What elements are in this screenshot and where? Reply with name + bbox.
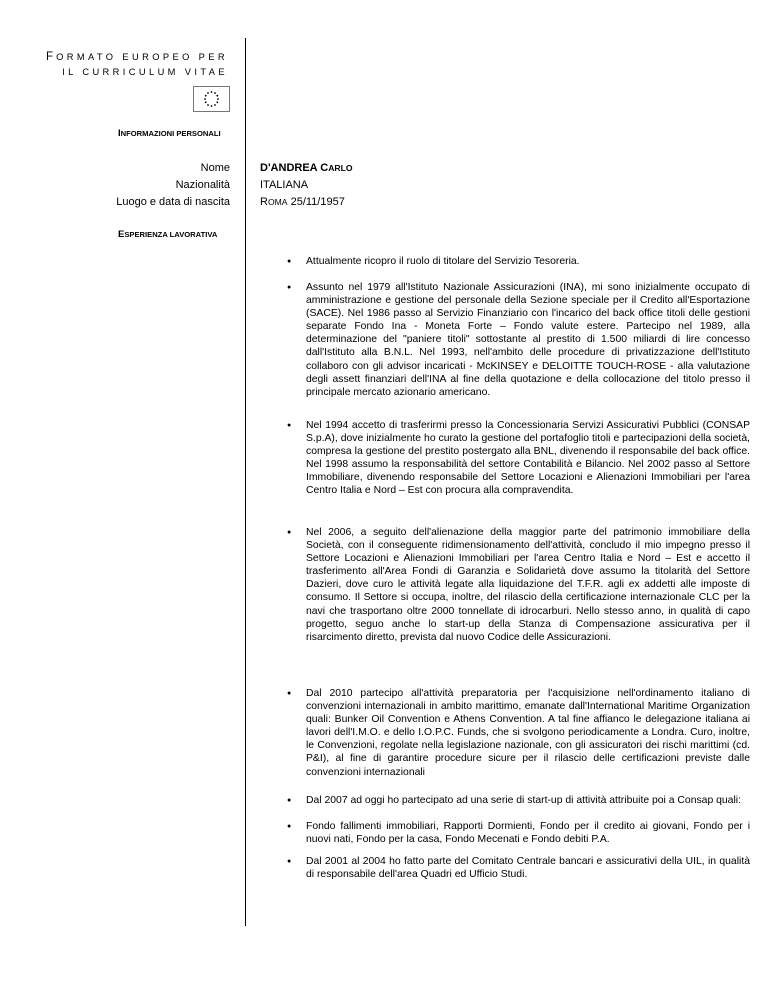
bullet-icon: ● — [287, 422, 292, 429]
eu-stars-icon — [194, 87, 229, 111]
section-experience-text: SPERIENZA LAVORATIVA — [124, 230, 218, 239]
bullet-icon: ● — [287, 823, 292, 830]
bullet-icon: ● — [287, 284, 292, 291]
header-line-1-text: ORMATO EUROPEO PER — [56, 52, 228, 62]
section-personal-initial: I — [118, 128, 121, 139]
value-birth — [260, 196, 345, 208]
section-experience — [118, 229, 217, 240]
experience-item: Nel 2006, a seguito dell'alienazione della maggior parte del patrimonio immobiliare della Società, con il conseguente ridimensionamento dell'attività, concludo il mio impegno presso il Settore Locazioni e Alienazioni Immobiliari per l'area Centro Italia e Nord – Est e accetto il trasferimento all'Area Fondi di Garanzia e Solidarietà dove assumo la titolarità del Settore Dazieri, dove curo le attività legate alla liquidazione del T.F.R. agli ex addetti alle imposte di consumo. Il Settore si occupa, inoltre, del rilascio della certificazione internazionale CLC per la navi che trasportano oltre 2000 tonnellate di idrocarburi. Nello stesso anno, in qualità di capo progetto, seguo anche lo start-up della Stanza di Compensazione assicurativa per il risarcimento diretto, prevista dal nuovo Codice delle Assicurazioni. — [306, 527, 750, 643]
section-experience-initial: E — [118, 229, 125, 240]
value-name-surname: D'ANDREA — [260, 162, 321, 174]
label-nationality: Nazionalità — [175, 179, 230, 191]
experience-item: Dal 2010 partecipo all'attività preparatoria per l'acquisizione nell'ordinamento italiano di convenzioni internazionali in ambito marittimo, emanate dall'International Maritime Organization quali: Bunker Oil Convention e Athens Convention. A tal fine affianco le delegazione italiana ai lavori dell'I.M.O. e dello I.O.P.C. Funds, che si svolgono periodicamente a Londra. Curo, inoltre, le Convenzioni, regolate nella legislazione nazionale, con gli assicuratori dei rischi marittimi (cd. P&I), al fine di garantire procedure sicure per il rilascio delle certificazioni previste dalle convenzioni internazionali — [306, 688, 750, 778]
column-divider — [245, 38, 246, 926]
bullet-icon: ● — [287, 258, 292, 265]
bullet-icon: ● — [287, 797, 292, 804]
section-personal-info — [118, 128, 221, 139]
experience-item: Dal 2001 al 2004 ho fatto parte del Comitato Centrale bancari e assicurativi della UIL, in qualità di responsabile dell'area Quadri ed Ufficio Studi. — [306, 856, 750, 881]
experience-item: Assunto nel 1979 all'Istituto Nazionale Assicurazioni (INA), mi sono inizialmente occupato di amministrazione e gestione del personale della Sezione speciale per il Credito all'Esportazione (SACE). Nel 1986 passo al Servizio Finanziario con l'incarico del back office titoli delle gestioni separate Fondo Ina - Moneta Forte – Fondo valute estere. Partecipo nel 1989, alla determinazione del "paniere titoli" sottostante al prestito di 1.500 miliardi di lire concesso dall'Istituto alla B.N.L. Nel 1993, nell'ambito delle procedure di privatizzazione dell'Istituto collaboro con gli advisor incaricati - McKINSEY e DELOITTE TOUCH-ROSE - alla valutazione degli assett finanziari dell'INA al fine della quotazione e della collocazione del titolo presso il principale mercato azionario americano. — [306, 282, 750, 398]
value-name-rest: ARLO — [328, 163, 353, 173]
value-nationality: ITALIANA — [260, 179, 309, 191]
value-name — [260, 162, 353, 174]
label-name: Nome — [200, 162, 230, 174]
value-birth-initial: R — [260, 196, 268, 208]
value-birth-date: 25/11/1957 — [287, 196, 345, 208]
header-line-1 — [0, 51, 228, 63]
header-line-1-initial: F — [46, 51, 57, 63]
header-line-2: IL CURRICULUM VITAE — [62, 67, 228, 77]
section-personal-text: NFORMAZIONI PERSONALI — [120, 129, 221, 138]
experience-item: Nel 1994 accetto di trasferirmi presso la Concessionaria Servizi Assicurativi Pubblici (CONSAP S.p.A), dove inizialmente ho curato la gestione del portafoglio titoli e partecipazioni della società, compresa la gestione del prestito postergato alla BNL, divenendo il responsabile del back office. Nel 1998 assumo la responsabilità del settore Contabilità e Bilancio. Nel 2002 passo al Settore Immobiliare, divenendo responsabile del Settore Locazioni e Alienazioni Immobiliari per l'area Centro Italia e Nord – Est con procura alla compravendita. — [306, 420, 750, 497]
bullet-icon: ● — [287, 858, 292, 865]
experience-item: Fondo fallimenti immobiliari, Rapporti Dormienti, Fondo per il credito ai giovani, Fondo per i nuovi nati, Fondo per la casa, Fondo Mecenati e Fondo debiti P.A. — [306, 821, 750, 846]
bullet-icon: ● — [287, 690, 292, 697]
eu-flag-icon — [193, 86, 230, 112]
label-birth: Luogo e data di nascita — [116, 196, 230, 208]
experience-item: Attualmente ricopro il ruolo di titolare del Servizio Tesoreria. — [306, 256, 580, 267]
bullet-icon: ● — [287, 529, 292, 536]
value-name-initial: C — [320, 162, 329, 174]
value-birth-place-rest: OMA — [267, 197, 288, 207]
experience-item: Dal 2007 ad oggi ho partecipato ad una serie di start-up di attività attribuite poi a Consap quali: — [306, 795, 741, 806]
